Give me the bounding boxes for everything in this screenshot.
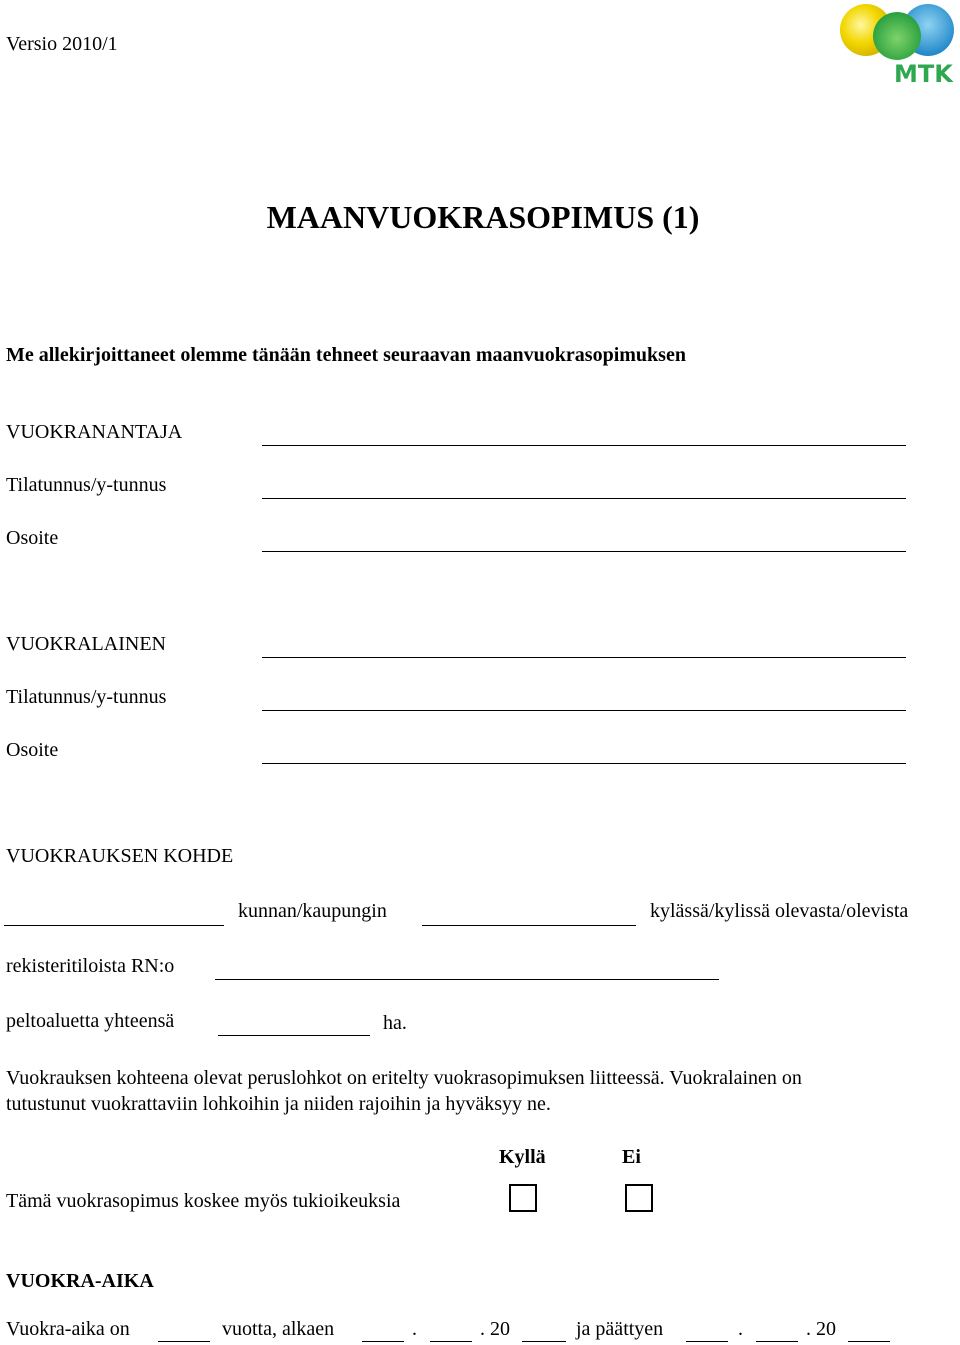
yes-checkbox[interactable] xyxy=(509,1184,537,1212)
lessor-heading: VUOKRANANTAJA xyxy=(6,421,183,443)
lessor-address-label: Osoite xyxy=(6,527,59,549)
end-year-prefix: . 20 xyxy=(806,1318,836,1340)
tenant-heading: VUOKRALAINEN xyxy=(6,633,166,655)
no-label: Ei xyxy=(622,1146,641,1168)
page-title: MAANVUOKRASOPIMUS (1) xyxy=(266,199,700,235)
end-year-field[interactable] xyxy=(848,1341,890,1342)
area-label: peltoaluetta yhteensä xyxy=(6,1010,175,1032)
lessor-id-field[interactable] xyxy=(262,498,906,499)
parcels-text-line2: tutustunut vuokrattaviin lohkoihin ja niiden rajoihin ja hyväksyy ne. xyxy=(6,1093,551,1115)
municipality-field[interactable] xyxy=(4,925,224,926)
years-field[interactable] xyxy=(158,1341,210,1342)
mtk-logo-icon xyxy=(838,2,956,64)
start-dot: . xyxy=(412,1318,417,1340)
end-dot: . xyxy=(738,1318,743,1340)
area-unit: ha. xyxy=(383,1012,407,1034)
years-label: vuotta, alkaen xyxy=(222,1318,335,1340)
tenant-id-label: Tilatunnus/y-tunnus xyxy=(6,686,167,708)
lease-period-heading: VUOKRA-AIKA xyxy=(6,1270,154,1292)
start-day-field[interactable] xyxy=(362,1341,404,1342)
tenant-name-field[interactable] xyxy=(262,657,906,658)
no-checkbox[interactable] xyxy=(625,1184,653,1212)
end-month-field[interactable] xyxy=(756,1341,798,1342)
village-field[interactable] xyxy=(422,925,636,926)
end-label: ja päättyen xyxy=(576,1318,664,1340)
mtk-logo xyxy=(838,2,956,92)
lessor-name-field[interactable] xyxy=(262,445,906,446)
lease-period-prefix: Vuokra-aika on xyxy=(6,1318,130,1340)
start-month-field[interactable] xyxy=(430,1341,472,1342)
support-rights-question: Tämä vuokrasopimus koskee myös tukioikeuksia xyxy=(6,1190,401,1212)
end-day-field[interactable] xyxy=(686,1341,728,1342)
intro-text: Me allekirjoittaneet olemme tänään tehneet seuraavan maanvuokrasopimuksen xyxy=(6,344,686,366)
yes-label: Kyllä xyxy=(499,1146,546,1168)
lessor-id-label: Tilatunnus/y-tunnus xyxy=(6,474,167,496)
village-label: kylässä/kylissä olevasta/olevista xyxy=(650,900,909,922)
tenant-address-field[interactable] xyxy=(262,763,906,764)
register-label: rekisteritiloista RN:o xyxy=(6,955,175,977)
version-label: Versio 2010/1 xyxy=(6,33,118,55)
start-year-field[interactable] xyxy=(522,1341,566,1342)
register-field[interactable] xyxy=(215,979,719,980)
tenant-address-label: Osoite xyxy=(6,739,59,761)
parcels-text-line1: Vuokrauksen kohteena olevat peruslohkot on eritelty vuokrasopimuksen liitteessä. Vuokralainen on xyxy=(6,1067,802,1089)
mtk-logo-text: MTK xyxy=(894,60,953,88)
area-field[interactable] xyxy=(218,1035,370,1036)
object-heading: VUOKRAUKSEN KOHDE xyxy=(6,845,234,867)
lessor-address-field[interactable] xyxy=(262,551,906,552)
tenant-id-field[interactable] xyxy=(262,710,906,711)
start-year-prefix: . 20 xyxy=(480,1318,510,1340)
municipality-label: kunnan/kaupungin xyxy=(238,900,387,922)
